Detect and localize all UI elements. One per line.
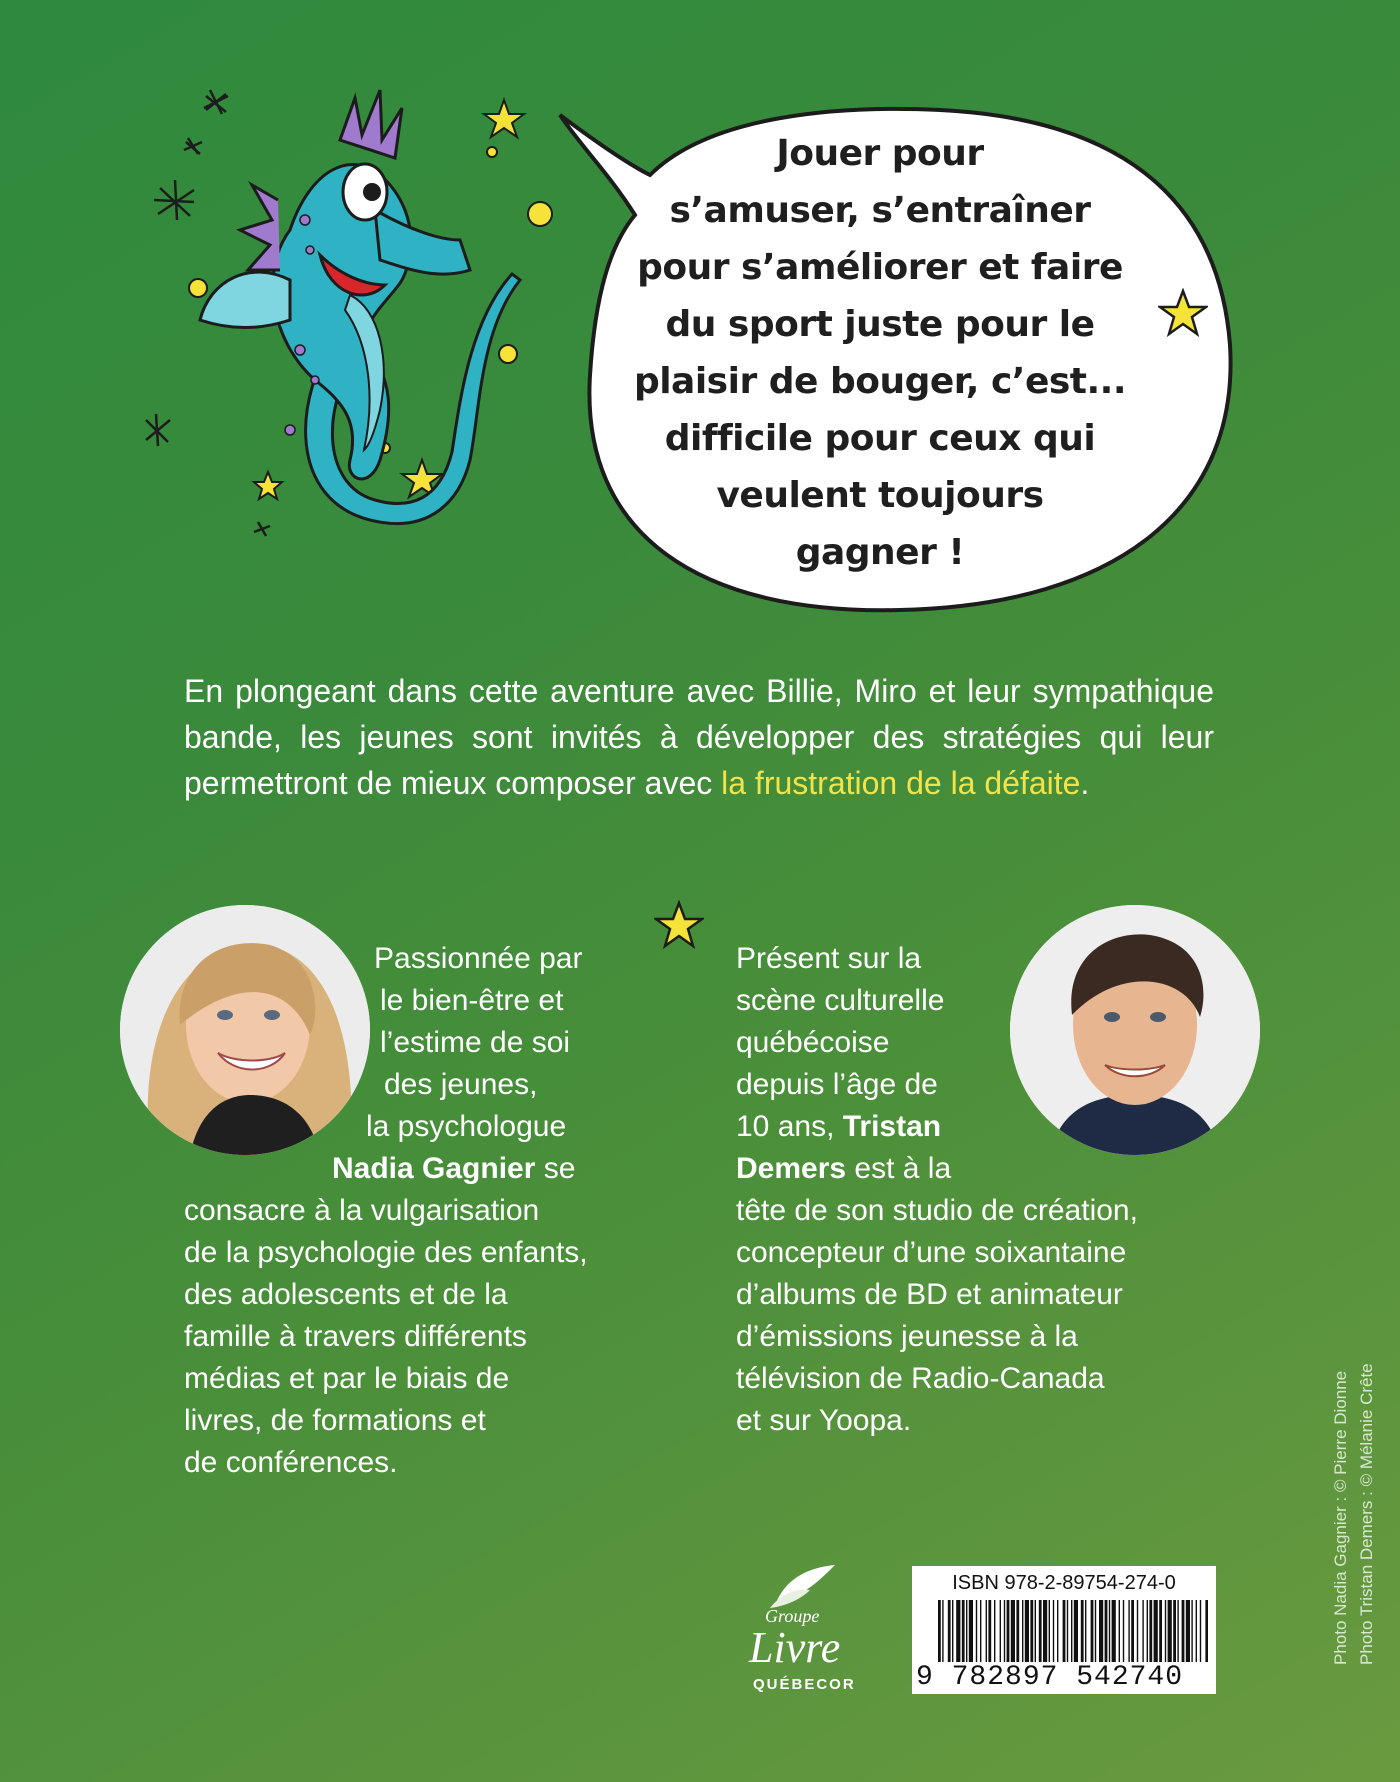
barcode-bar — [988, 1600, 991, 1662]
isbn-barcode — [912, 1566, 1216, 1694]
barcode-bar — [938, 1600, 941, 1662]
barcode-bar — [948, 1600, 951, 1662]
star-icon — [1158, 288, 1208, 338]
barcode-bar — [1049, 1600, 1050, 1662]
bio-line: médias et par le biais de — [184, 1362, 510, 1395]
bubble-line: Jouer pour — [776, 133, 984, 174]
barcode-bar — [1128, 1600, 1129, 1662]
bio-line: tête de son studio de création, — [736, 1194, 1138, 1227]
publisher-logo — [725, 1560, 885, 1700]
bio-line: d’albums de BD et animateur — [736, 1278, 1123, 1311]
barcode-bar — [1099, 1600, 1103, 1662]
bio-line: télévision de Radio-Canada — [736, 1362, 1105, 1395]
barcode-bar — [1149, 1600, 1152, 1662]
barcode-bar — [1000, 1600, 1001, 1662]
barcode-bar — [1159, 1600, 1162, 1662]
barcode-bar — [1007, 1600, 1010, 1662]
barcode-bar — [1025, 1600, 1029, 1662]
barcode-bar — [986, 1600, 987, 1662]
bio-line: famille à travers différents — [184, 1320, 527, 1353]
bio-line: de conférences. — [184, 1446, 398, 1479]
barcode-bar — [1131, 1600, 1134, 1662]
credit-line: Photo Tristan Demers : © Mélanie Crête — [1357, 1363, 1376, 1665]
logo-livre: Livre — [749, 1623, 841, 1672]
barcode-bars — [938, 1600, 1208, 1662]
bio-line: consacre à la vulgarisation — [184, 1194, 540, 1227]
bio-line: l’estime de soi — [380, 1026, 571, 1059]
barcode-bar — [1074, 1600, 1078, 1662]
bio-line: la psychologue — [366, 1110, 567, 1143]
barcode-bar — [952, 1600, 953, 1662]
barcode-bar — [1035, 1600, 1036, 1662]
barcode-bar — [1200, 1600, 1201, 1662]
bio-line: le bien-être et — [380, 984, 564, 1017]
barcode-bar — [1095, 1600, 1096, 1662]
barcode-bar — [1053, 1600, 1054, 1662]
barcode-bar — [956, 1600, 960, 1662]
credit-line: Photo Nadia Gagnier : © Pierre Dionne — [1331, 1370, 1350, 1665]
barcode-bar — [1004, 1600, 1005, 1662]
bio-line: depuis l’âge de — [736, 1068, 938, 1101]
bio-line: de la psychologie des enfants, — [184, 1236, 588, 1269]
bio-line: des jeunes, — [384, 1068, 538, 1101]
barcode-bar — [962, 1600, 965, 1662]
intro-highlight: la frustration de la défaite — [721, 765, 1081, 801]
barcode-bar — [942, 1600, 943, 1662]
logo-groupe: Groupe — [765, 1606, 820, 1626]
barcode-bar — [1165, 1600, 1166, 1662]
barcode-bar — [994, 1600, 995, 1662]
barcode-bar — [1196, 1600, 1197, 1662]
barcode-bar — [1147, 1600, 1148, 1662]
bubble-line: difficile pour ceux qui — [664, 418, 1096, 459]
bio-tristan-demers — [736, 938, 1256, 1442]
barcode-bar — [1182, 1600, 1185, 1662]
bio-pre-name: 10 ans, — [736, 1110, 843, 1143]
barcode-bar — [1154, 1600, 1158, 1662]
bio-line: québécoise — [736, 1026, 890, 1059]
barcode-bar — [1205, 1600, 1208, 1662]
author-name-last: Demers — [736, 1152, 847, 1185]
bio-line: scène culturelle — [736, 984, 945, 1017]
bio-line: des adolescents et de la — [184, 1278, 508, 1311]
barcode-bar — [1063, 1600, 1066, 1662]
speech-bubble-text — [600, 125, 1160, 581]
bio-name-line — [736, 1148, 1256, 1190]
bio-line: Présent sur la — [736, 942, 922, 975]
isbn-label: ISBN 978-2-89754-274-0 — [952, 1572, 1176, 1594]
barcode-bar — [1105, 1600, 1108, 1662]
barcode-bar — [1186, 1600, 1190, 1662]
bio-line: livres, de formations et — [184, 1404, 486, 1437]
bio-name-suffix: est à la — [846, 1152, 952, 1185]
barcode-bar — [1142, 1600, 1143, 1662]
barcode-bar — [1011, 1600, 1015, 1662]
bio-line: d’émissions jeunesse à la — [736, 1320, 1078, 1353]
intro-end: . — [1080, 765, 1090, 801]
barcode-bar — [1137, 1600, 1138, 1662]
barcode-bar — [1067, 1600, 1068, 1662]
barcode-bar — [1016, 1600, 1019, 1662]
barcode-bar — [966, 1600, 967, 1662]
barcode-bar — [1112, 1600, 1116, 1662]
barcode-bar — [1173, 1600, 1176, 1662]
barcode-bar — [976, 1600, 977, 1662]
barcode-bar — [1085, 1600, 1086, 1662]
barcode-bar — [1022, 1600, 1023, 1662]
bio-name-line — [736, 1106, 1256, 1148]
bio-line: concepteur d’une soixantaine — [736, 1236, 1127, 1269]
barcode-bar — [1081, 1600, 1084, 1662]
barcode-bar — [1057, 1600, 1058, 1662]
leaf-icon — [765, 1560, 845, 1610]
bubble-line: du sport juste pour le — [665, 304, 1095, 345]
barcode-bar — [1071, 1600, 1072, 1662]
barcode-bar — [1030, 1600, 1033, 1662]
barcode-bar — [1123, 1600, 1124, 1662]
bio-line: Passionnée par — [374, 942, 583, 975]
barcode-bar — [1191, 1600, 1192, 1662]
author-name-first: Tristan — [842, 1110, 942, 1143]
bubble-line: veulent toujours — [716, 475, 1044, 516]
barcode-bar — [969, 1600, 973, 1662]
barcode-bar — [1039, 1600, 1042, 1662]
logo-quebecor: QUÉBECOR — [753, 1676, 856, 1693]
barcode-bar — [1043, 1600, 1047, 1662]
barcode-bar — [1119, 1600, 1120, 1662]
barcode-bar — [1177, 1600, 1178, 1662]
author-name: Nadia Gagnier — [332, 1152, 536, 1185]
barcode-bar — [980, 1600, 981, 1662]
barcode-bar — [1109, 1600, 1110, 1662]
bio-name-suffix: se — [535, 1152, 576, 1185]
bubble-line: pour s’améliorer et faire — [637, 247, 1123, 288]
barcode-bar — [1091, 1600, 1094, 1662]
barcode-digits: 9 782897 542740 — [916, 1662, 1184, 1693]
bubble-line: s’amuser, s’entraîner — [669, 190, 1091, 231]
bubble-line: gagner ! — [795, 532, 965, 573]
bio-nadia-gagnier — [184, 938, 684, 1484]
intro-paragraph — [184, 668, 1214, 806]
bio-line: et sur Yoopa. — [736, 1404, 912, 1437]
barcode-bar — [1168, 1600, 1172, 1662]
intro-text: En plongeant dans cette aventure avec Billie, Miro et leur sympathique bande, les jeunes sont invités à développer des stratégies qui leur permettront de mieux composer avec — [184, 673, 1214, 801]
bio-name-line — [184, 1148, 684, 1190]
photo-credits — [1328, 1335, 1388, 1665]
bubble-line: plaisir de bouger, c’est... — [633, 361, 1127, 402]
